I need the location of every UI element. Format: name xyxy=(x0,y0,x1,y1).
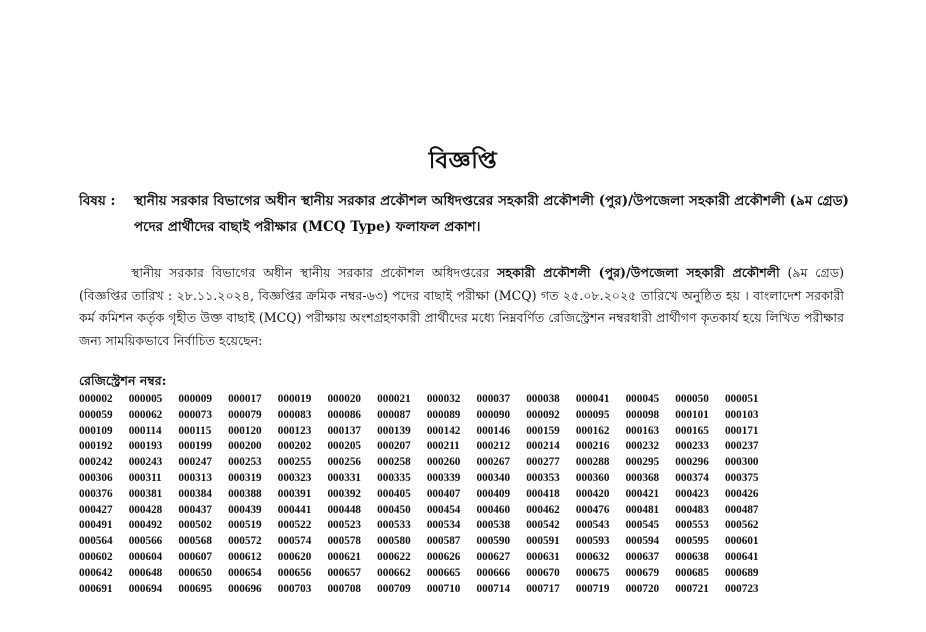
registration-number: 000491 xyxy=(79,519,113,532)
registration-number: 000123 xyxy=(277,424,312,437)
registration-number: 000062 xyxy=(128,408,163,421)
registration-number: 000405 xyxy=(377,487,411,500)
registration-number: 000534 xyxy=(426,519,461,532)
registration-row xyxy=(79,503,775,519)
registration-number: 000037 xyxy=(476,393,511,405)
registration-number: 000019 xyxy=(277,393,312,405)
registration-number: 000460 xyxy=(476,503,511,516)
registration-number: 000092 xyxy=(526,408,560,421)
registration-number: 000593 xyxy=(575,535,610,548)
registration-number: 000621 xyxy=(327,550,361,563)
registration-number: 000656 xyxy=(277,566,312,579)
registration-number: 000650 xyxy=(178,566,212,579)
registration-number: 000237 xyxy=(724,440,759,453)
registration-number: 000038 xyxy=(526,393,560,405)
registration-number: 000086 xyxy=(327,408,361,421)
registration-number: 000522 xyxy=(277,519,312,532)
registration-number: 000211 xyxy=(426,440,460,453)
registration-number: 000642 xyxy=(79,566,113,579)
registration-number: 000059 xyxy=(79,408,113,421)
registration-number: 000587 xyxy=(426,535,461,548)
registration-number: 000288 xyxy=(575,456,610,469)
registration-number: 000311 xyxy=(128,471,162,484)
registration-number: 000566 xyxy=(128,535,163,548)
registration-number: 000441 xyxy=(277,503,312,516)
registration-row xyxy=(79,439,775,455)
registration-number: 000523 xyxy=(327,519,361,532)
registration-number: 000428 xyxy=(128,503,163,516)
registration-number: 000051 xyxy=(724,393,759,405)
registration-number: 000368 xyxy=(625,471,660,484)
registration-row xyxy=(79,408,775,424)
registration-row xyxy=(79,534,775,550)
registration-number: 000476 xyxy=(575,503,610,516)
registration-number: 000090 xyxy=(476,408,511,421)
registration-row xyxy=(79,582,775,598)
registration-number: 000163 xyxy=(625,424,660,437)
registration-number: 000360 xyxy=(575,471,610,484)
registration-number: 000670 xyxy=(526,566,560,579)
registration-number: 000255 xyxy=(277,456,312,469)
registration-number: 000146 xyxy=(476,424,511,437)
registration-number: 000437 xyxy=(178,503,212,516)
registration-number: 000685 xyxy=(675,566,709,579)
registration-number: 000696 xyxy=(228,582,262,595)
registration-number: 000256 xyxy=(327,456,361,469)
registration-number: 000462 xyxy=(526,503,560,516)
registration-number: 000665 xyxy=(426,566,461,579)
registration-number-grid xyxy=(79,392,775,597)
registration-number: 000242 xyxy=(79,456,113,469)
registration-number: 000481 xyxy=(625,503,660,516)
registration-number: 000021 xyxy=(377,393,411,405)
registration-row xyxy=(79,455,775,471)
registration-number: 000483 xyxy=(675,503,709,516)
registration-number: 000620 xyxy=(277,550,312,563)
subject-block xyxy=(79,188,849,240)
registration-number: 000277 xyxy=(526,456,560,469)
body-paragraph xyxy=(79,262,844,352)
registration-number: 000519 xyxy=(228,519,262,532)
registration-number: 000594 xyxy=(625,535,660,548)
body-text-post-name: সহকারী প্রকৌশলী (পুর)/উপজেলা সহকারী প্রকৌশলী xyxy=(497,265,780,280)
registration-number: 000717 xyxy=(526,582,560,595)
registration-number: 000391 xyxy=(277,487,312,500)
registration-number: 000041 xyxy=(575,393,610,405)
registration-number: 000602 xyxy=(79,550,113,563)
registration-number: 000300 xyxy=(724,456,759,469)
registration-number: 000199 xyxy=(178,440,212,453)
registration-number: 000612 xyxy=(228,550,262,563)
registration-number: 000454 xyxy=(426,503,461,516)
registration-number: 000638 xyxy=(675,550,709,563)
registration-number: 000418 xyxy=(526,487,560,500)
registration-number: 000562 xyxy=(724,519,759,532)
registration-number: 000689 xyxy=(724,566,759,579)
registration-number: 000662 xyxy=(377,566,411,579)
registration-number: 000205 xyxy=(327,440,361,453)
registration-heading: রেজিস্ট্রেশন নম্বর: xyxy=(79,373,167,388)
registration-number: 000407 xyxy=(426,487,461,500)
registration-number: 000253 xyxy=(228,456,262,469)
registration-number: 000159 xyxy=(526,424,560,437)
registration-number: 000295 xyxy=(625,456,660,469)
body-text-part2: (৯ম গ্রেড) (বিজ্ঞপ্তির তারিখ : ২৮.১১.২০২৪, বিজ্ঞপ্তির ক্রমিক নম্বর-৬৩) পদের বাছাই পরীক্ষা (MCQ) গত ২৫.০৮.২০২৫ তারিখে অনুষ্ঠিত হয় । বাংলাদেশ সরকারী কর্ম কমিশন কর্তৃক গৃহীত উক্ত বাছাই (MCQ) পরীক্ষায় অংশগ্রহণকারী প্রার্থীদের মধ্যে নিম্নবর্ণিত রেজিস্ট্রেশন নম্বরধারী প্রার্থীগণ কৃতকার্য হয়ে লিখিত পরীক্ষার জন্য সাময়িকভাবে নির্বাচিত হয়েছেন: xyxy=(79,265,844,348)
registration-number: 000115 xyxy=(178,424,212,437)
registration-number: 000139 xyxy=(377,424,411,437)
registration-number: 000590 xyxy=(476,535,511,548)
registration-number: 000089 xyxy=(426,408,461,421)
subject-label: বিষয় : xyxy=(79,193,116,209)
registration-number: 000340 xyxy=(476,471,511,484)
registration-number: 000216 xyxy=(575,440,610,453)
registration-number: 000258 xyxy=(377,456,411,469)
subject-text: স্থানীয় সরকার বিভাগের অধীন স্থানীয় সরকার প্রকৌশল অধিদপ্তরের সহকারী প্রকৌশলী (পুর)/উপজেলা সহকারী প্রকৌশলী (৯ম গ্রেড) পদের প্রার্থীদের বাছাই পরীক্ষার (MCQ Type) ফলাফল প্রকাশ। xyxy=(134,193,849,235)
registration-number: 000339 xyxy=(426,471,461,484)
registration-number: 000450 xyxy=(377,503,411,516)
registration-number: 000232 xyxy=(625,440,660,453)
registration-number: 000087 xyxy=(377,408,411,421)
registration-number: 000604 xyxy=(128,550,163,563)
registration-number: 000723 xyxy=(724,582,759,595)
registration-number: 000423 xyxy=(675,487,709,500)
registration-number: 000703 xyxy=(277,582,312,595)
registration-number: 000171 xyxy=(724,424,759,437)
registration-number: 000323 xyxy=(277,471,312,484)
registration-number: 000095 xyxy=(575,408,610,421)
registration-number: 000426 xyxy=(724,487,759,500)
registration-number: 000200 xyxy=(228,440,262,453)
registration-number: 000708 xyxy=(327,582,361,595)
registration-number: 000137 xyxy=(327,424,361,437)
registration-number: 000079 xyxy=(228,408,262,421)
registration-number: 000247 xyxy=(178,456,212,469)
registration-number: 000319 xyxy=(228,471,262,484)
registration-number: 000607 xyxy=(178,550,212,563)
registration-number: 000679 xyxy=(625,566,660,579)
registration-number: 000637 xyxy=(625,550,660,563)
registration-number: 000595 xyxy=(675,535,709,548)
registration-number: 000192 xyxy=(79,440,113,453)
registration-number: 000694 xyxy=(128,582,163,595)
registration-row xyxy=(79,518,775,534)
registration-number: 000002 xyxy=(79,393,113,405)
registration-number: 000114 xyxy=(128,424,162,437)
registration-number: 000666 xyxy=(476,566,511,579)
registration-number: 000572 xyxy=(228,535,262,548)
registration-number: 000392 xyxy=(327,487,361,500)
registration-number: 000568 xyxy=(178,535,212,548)
registration-number: 000439 xyxy=(228,503,262,516)
registration-number: 000384 xyxy=(178,487,212,500)
registration-number: 000032 xyxy=(426,393,461,405)
registration-number: 000675 xyxy=(575,566,610,579)
registration-number: 000103 xyxy=(724,408,759,421)
registration-number: 000574 xyxy=(277,535,312,548)
registration-number: 000381 xyxy=(128,487,163,500)
registration-number: 000313 xyxy=(178,471,212,484)
registration-number: 000448 xyxy=(327,503,361,516)
registration-number: 000202 xyxy=(277,440,312,453)
registration-number: 000267 xyxy=(476,456,511,469)
registration-number: 000641 xyxy=(724,550,759,563)
registration-number: 000331 xyxy=(327,471,361,484)
registration-number: 000601 xyxy=(724,535,759,548)
registration-number: 000353 xyxy=(526,471,560,484)
registration-number: 000193 xyxy=(128,440,163,453)
registration-number: 000622 xyxy=(377,550,411,563)
registration-number: 000720 xyxy=(625,582,660,595)
registration-number: 000657 xyxy=(327,566,361,579)
registration-number: 000207 xyxy=(377,440,411,453)
registration-number: 000420 xyxy=(575,487,610,500)
registration-number: 000421 xyxy=(625,487,660,500)
registration-number: 000214 xyxy=(526,440,560,453)
registration-number: 000142 xyxy=(426,424,461,437)
registration-number: 000487 xyxy=(724,503,759,516)
registration-number: 000260 xyxy=(426,456,461,469)
registration-number: 000502 xyxy=(178,519,212,532)
registration-number: 000542 xyxy=(526,519,560,532)
registration-number: 000543 xyxy=(575,519,610,532)
registration-number: 000073 xyxy=(178,408,212,421)
registration-number: 000296 xyxy=(675,456,709,469)
registration-row xyxy=(79,487,775,503)
registration-number: 000710 xyxy=(426,582,461,595)
body-text-part1: স্থানীয় সরকার বিভাগের অধীন স্থানীয় সরকার প্রকৌশল অধিদপ্তরের xyxy=(131,265,498,280)
registration-number: 000374 xyxy=(675,471,709,484)
registration-number: 000017 xyxy=(228,393,262,405)
registration-number: 000538 xyxy=(476,519,511,532)
registration-number: 000492 xyxy=(128,519,163,532)
registration-number: 000627 xyxy=(476,550,511,563)
registration-number: 000578 xyxy=(327,535,361,548)
registration-number: 000162 xyxy=(575,424,610,437)
registration-number: 000083 xyxy=(277,408,312,421)
registration-number: 000632 xyxy=(575,550,610,563)
registration-number: 000335 xyxy=(377,471,411,484)
registration-number: 000212 xyxy=(476,440,511,453)
registration-number: 000045 xyxy=(625,393,660,405)
registration-number: 000553 xyxy=(675,519,709,532)
registration-number: 000165 xyxy=(675,424,709,437)
registration-number: 000388 xyxy=(228,487,262,500)
registration-number: 000564 xyxy=(79,535,113,548)
registration-row xyxy=(79,471,775,487)
registration-row xyxy=(79,550,775,566)
registration-number: 000427 xyxy=(79,503,113,516)
registration-number: 000020 xyxy=(327,393,361,405)
registration-number: 000101 xyxy=(675,408,709,421)
registration-number: 000050 xyxy=(675,393,709,405)
registration-number: 000691 xyxy=(79,582,113,595)
registration-number: 000098 xyxy=(625,408,660,421)
registration-number: 000695 xyxy=(178,582,212,595)
registration-number: 000375 xyxy=(724,471,759,484)
registration-number: 000009 xyxy=(178,393,212,405)
registration-number: 000545 xyxy=(625,519,660,532)
registration-number: 000306 xyxy=(79,471,113,484)
registration-row xyxy=(79,424,775,440)
registration-number: 000709 xyxy=(377,582,411,595)
registration-number: 000721 xyxy=(675,582,709,595)
registration-number: 000120 xyxy=(228,424,262,437)
registration-number: 000580 xyxy=(377,535,411,548)
registration-number: 000109 xyxy=(79,424,113,437)
registration-row xyxy=(79,566,775,582)
registration-number: 000626 xyxy=(426,550,461,563)
registration-number: 000533 xyxy=(377,519,411,532)
registration-number: 000631 xyxy=(526,550,560,563)
registration-row xyxy=(79,392,775,408)
notice-title: বিজ্ঞপ্তি xyxy=(428,147,498,174)
registration-number: 000005 xyxy=(128,393,163,405)
registration-number: 000243 xyxy=(128,456,163,469)
registration-number: 000591 xyxy=(526,535,560,548)
registration-number: 000714 xyxy=(476,582,511,595)
registration-number: 000648 xyxy=(128,566,163,579)
registration-number: 000409 xyxy=(476,487,511,500)
registration-number: 000654 xyxy=(228,566,262,579)
registration-number: 000233 xyxy=(675,440,709,453)
registration-number: 000376 xyxy=(79,487,113,500)
registration-number: 000719 xyxy=(575,582,610,595)
